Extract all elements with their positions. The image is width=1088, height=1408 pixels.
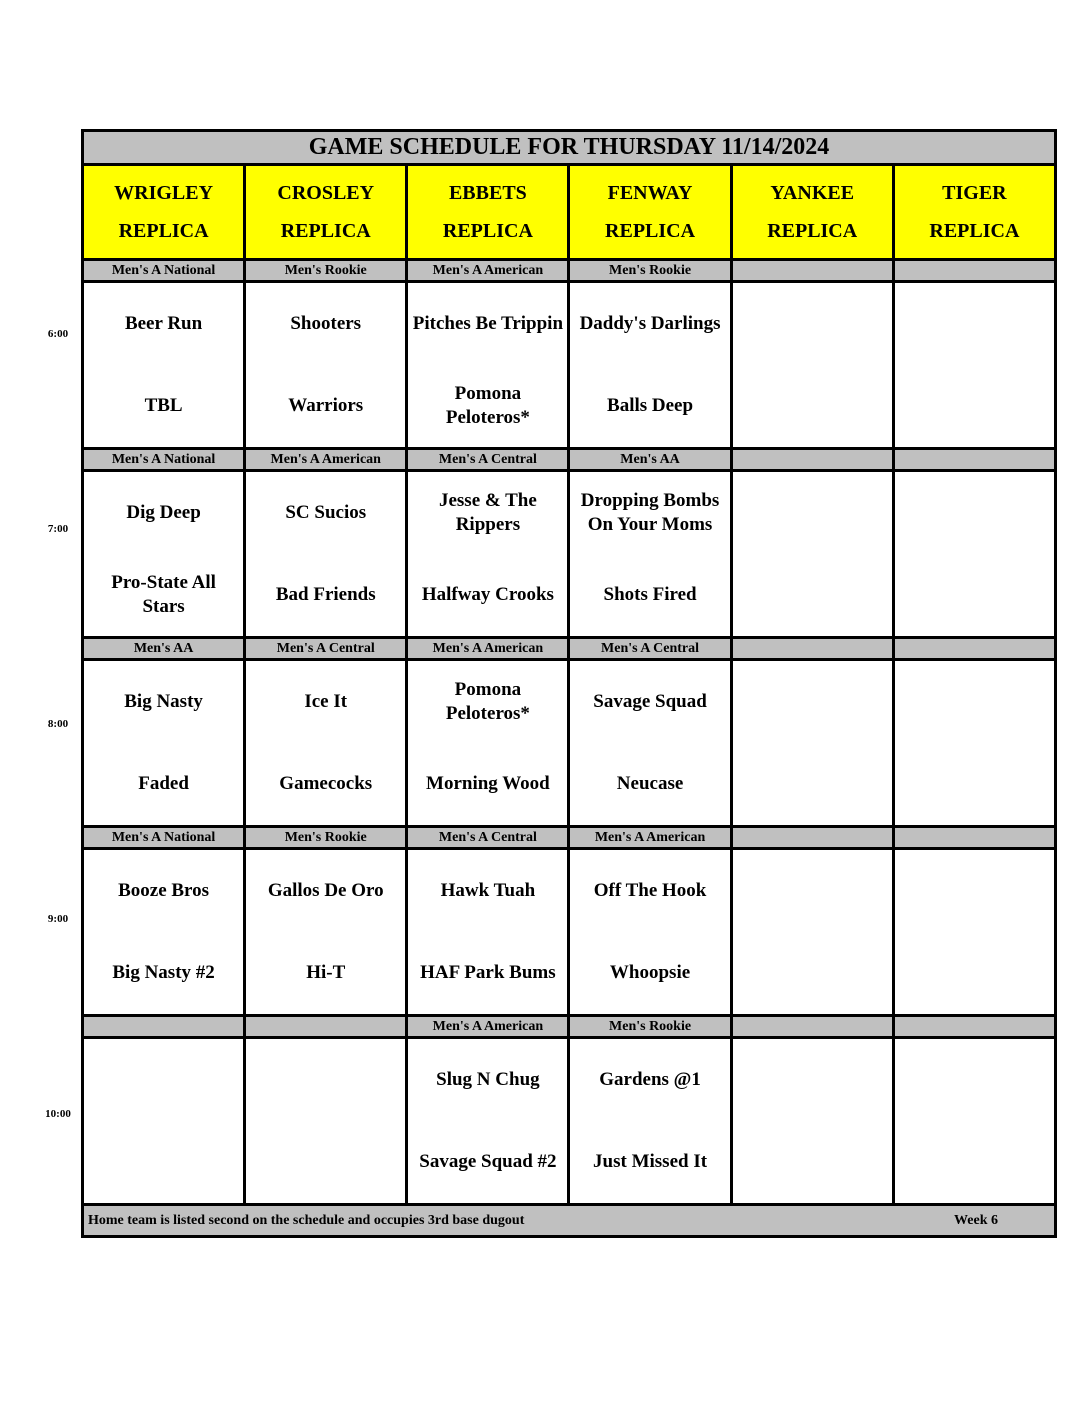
- division-label: [731, 260, 893, 282]
- home-team: [895, 743, 1054, 825]
- away-team: Beer Run: [124, 313, 203, 334]
- game-cell: [731, 1038, 893, 1205]
- home-team: [733, 554, 892, 636]
- time-label: 10:00: [45, 1108, 71, 1120]
- away-team: [733, 283, 892, 365]
- division-label: [245, 1016, 407, 1038]
- away-team: [895, 850, 1054, 932]
- home-team: Big Nasty #2: [112, 962, 215, 983]
- field-name: CROSLEY: [277, 182, 375, 204]
- away-team: [733, 850, 892, 932]
- game-cell: [245, 471, 407, 638]
- game-cell: [731, 660, 893, 827]
- away-team: Hawk Tuah: [440, 880, 536, 901]
- field-header-1: [245, 165, 407, 260]
- division-label: Men's Rookie: [245, 827, 407, 849]
- division-label: Men's Rookie: [569, 1016, 731, 1038]
- game-cell: [569, 660, 731, 827]
- game-cell: [893, 471, 1055, 638]
- home-team: Whoopsie: [609, 962, 691, 983]
- field-type: REPLICA: [118, 220, 209, 242]
- division-label: [893, 638, 1055, 660]
- game-cell: [83, 1038, 245, 1205]
- away-team: Booze Bros: [118, 880, 210, 901]
- away-team: Jesse & The Rippers: [438, 490, 537, 535]
- field-header-5: [893, 165, 1055, 260]
- division-label: Men's AA: [83, 638, 245, 660]
- footer-note: Home team is listed second on the schedule and occupies 3rd base dugout: [88, 1212, 525, 1228]
- game-cell: [569, 471, 731, 638]
- home-team: Halfway Crooks: [421, 584, 554, 605]
- division-label: [893, 827, 1055, 849]
- division-label: Men's A American: [407, 1016, 569, 1038]
- away-team: [895, 283, 1054, 365]
- home-team: [895, 365, 1054, 447]
- game-cell: [407, 660, 569, 827]
- home-team: Faded: [138, 773, 189, 794]
- division-label: [893, 449, 1055, 471]
- game-cell: [569, 282, 731, 449]
- away-team: Off The Hook: [593, 880, 707, 901]
- division-label: Men's A American: [569, 827, 731, 849]
- home-team: [733, 743, 892, 825]
- game-cell: [407, 471, 569, 638]
- away-team: [84, 1039, 243, 1121]
- division-label: Men's A Central: [407, 827, 569, 849]
- away-team: [895, 661, 1054, 743]
- game-cell: [893, 282, 1055, 449]
- field-header-4: [731, 165, 893, 260]
- field-type: REPLICA: [929, 220, 1020, 242]
- field-header-3: [569, 165, 731, 260]
- field-name: WRIGLEY: [114, 182, 214, 204]
- game-cell: [569, 1038, 731, 1205]
- game-cell: [731, 282, 893, 449]
- division-label: Men's Rookie: [245, 260, 407, 282]
- game-row: [83, 282, 1056, 449]
- home-team: [895, 554, 1054, 636]
- field-type: REPLICA: [605, 220, 696, 242]
- game-cell: [569, 849, 731, 1016]
- away-team: Slug N Chug: [436, 1069, 540, 1090]
- away-team: [246, 1039, 405, 1121]
- away-team: Gallos De Oro: [267, 880, 384, 901]
- game-cell: [245, 1038, 407, 1205]
- home-team: Pomona Peloteros*: [445, 383, 530, 428]
- away-team: [895, 1039, 1054, 1121]
- field-header-2: [407, 165, 569, 260]
- away-team: Gardens @1: [599, 1069, 701, 1090]
- away-team: Pomona Peloteros*: [445, 679, 530, 724]
- away-team: Daddy's Darlings: [579, 313, 721, 334]
- game-cell: [83, 471, 245, 638]
- week-label: Week 6: [954, 1212, 998, 1228]
- away-team: Big Nasty: [124, 691, 203, 712]
- away-team: [733, 472, 892, 554]
- schedule-table: [81, 129, 1057, 1238]
- home-team: Hi-T: [306, 962, 346, 983]
- division-label: Men's AA: [569, 449, 731, 471]
- game-cell: [407, 282, 569, 449]
- away-team: [733, 661, 892, 743]
- game-cell: [407, 1038, 569, 1205]
- division-label: Men's A American: [245, 449, 407, 471]
- game-cell: [893, 849, 1055, 1016]
- game-row: [83, 849, 1056, 1016]
- division-label: Men's A Central: [245, 638, 407, 660]
- home-team: TBL: [144, 395, 183, 416]
- home-team: [733, 1121, 892, 1203]
- home-team: Neucase: [616, 773, 684, 794]
- home-team: Shots Fired: [603, 584, 697, 605]
- division-label: Men's A National: [83, 827, 245, 849]
- home-team: [895, 932, 1054, 1014]
- division-label: Men's A Central: [569, 638, 731, 660]
- division-label: Men's Rookie: [569, 260, 731, 282]
- home-team: Morning Wood: [426, 773, 550, 794]
- division-label: Men's A National: [83, 449, 245, 471]
- division-label: [731, 1016, 893, 1038]
- home-team: Gamecocks: [279, 773, 373, 794]
- home-team: Pro-State All Stars: [111, 572, 216, 617]
- field-name: TIGER: [942, 182, 1007, 204]
- schedule-title: GAME SCHEDULE FOR THURSDAY 11/14/2024: [83, 131, 1056, 165]
- home-team: Just Missed It: [593, 1151, 708, 1172]
- time-label: 7:00: [47, 523, 69, 535]
- game-cell: [245, 660, 407, 827]
- away-team: Savage Squad: [593, 691, 707, 712]
- home-team: Warriors: [288, 395, 364, 416]
- home-team: [895, 1121, 1054, 1203]
- away-team: SC Sucios: [285, 502, 367, 523]
- away-team: Ice It: [304, 691, 348, 712]
- time-label: 6:00: [47, 328, 69, 340]
- game-cell: [83, 282, 245, 449]
- game-row: [83, 471, 1056, 638]
- division-label: [731, 449, 893, 471]
- division-label: [893, 1016, 1055, 1038]
- division-label: Men's A Central: [407, 449, 569, 471]
- home-team: Bad Friends: [275, 584, 376, 605]
- away-team: [895, 472, 1054, 554]
- away-team: [733, 1039, 892, 1121]
- division-row: [83, 260, 1056, 282]
- game-row: [83, 660, 1056, 827]
- division-label: [893, 260, 1055, 282]
- footer: [83, 1205, 1056, 1237]
- home-team: [733, 932, 892, 1014]
- game-cell: [407, 849, 569, 1016]
- time-label: 9:00: [47, 913, 69, 925]
- game-cell: [731, 849, 893, 1016]
- division-label: Men's A American: [407, 260, 569, 282]
- field-type: REPLICA: [280, 220, 371, 242]
- division-row: [83, 1016, 1056, 1038]
- home-team: Balls Deep: [607, 395, 694, 416]
- home-team: [733, 365, 892, 447]
- away-team: Pitches Be Trippin: [412, 313, 564, 334]
- division-row: [83, 449, 1056, 471]
- division-label: [83, 1016, 245, 1038]
- field-type: REPLICA: [767, 220, 858, 242]
- game-cell: [893, 660, 1055, 827]
- home-team: Savage Squad #2: [419, 1151, 557, 1172]
- division-label: [731, 827, 893, 849]
- division-row: [83, 638, 1056, 660]
- game-cell: [245, 849, 407, 1016]
- game-row: [83, 1038, 1056, 1205]
- division-label: Men's A American: [407, 638, 569, 660]
- home-team: [84, 1121, 243, 1203]
- field-name: YANKEE: [770, 182, 855, 204]
- division-label: Men's A National: [83, 260, 245, 282]
- home-team: [246, 1121, 405, 1203]
- division-row: [83, 827, 1056, 849]
- field-type: REPLICA: [442, 220, 533, 242]
- game-cell: [245, 282, 407, 449]
- away-team: Dropping Bombs On Your Moms: [580, 490, 720, 535]
- field-header-0: [83, 165, 245, 260]
- game-cell: [83, 660, 245, 827]
- division-label: [731, 638, 893, 660]
- game-cell: [83, 849, 245, 1016]
- away-team: Shooters: [290, 313, 362, 334]
- away-team: Dig Deep: [126, 502, 201, 523]
- field-name: FENWAY: [607, 182, 693, 204]
- game-cell: [893, 1038, 1055, 1205]
- field-name: EBBETS: [448, 182, 527, 204]
- home-team: HAF Park Bums: [420, 962, 556, 983]
- game-cell: [731, 471, 893, 638]
- time-label: 8:00: [47, 718, 69, 730]
